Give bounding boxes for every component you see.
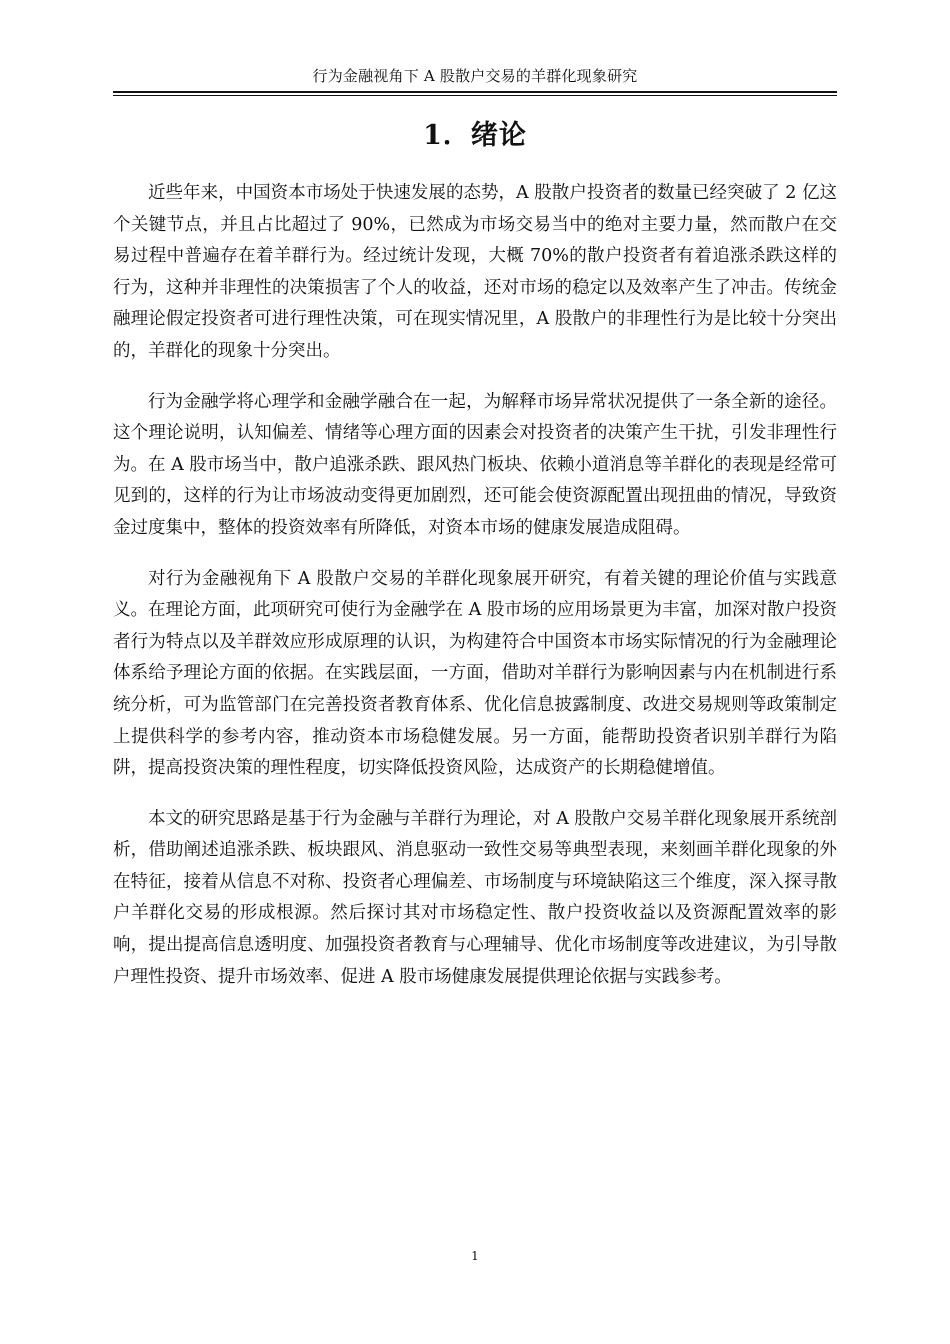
chapter-title: 1．绪论 — [423, 120, 527, 151]
running-header: 行为金融视角下 A 股散户交易的羊群化现象研究 — [312, 67, 638, 85]
header-double-rule — [113, 91, 837, 96]
body-text — [113, 178, 837, 1012]
paragraph-4: 本文的研究思路是基于行为金融与羊群行为理论，对 A 股散户交易羊群化现象展开系统剖析，借助阐述追涨杀跌、板块跟风、消息驱动一致性交易等典型表现，来刻画羊群化现象的外在特征，接着从信息不对称、投资者心理偏差、市场制度与环境缺陷这三个维度，深入探寻散户羊群化交易的形成根源。然后探讨其对市场稳定性、散户投资收益以及资源配置效率的影响，提出提高信息透明度、加强投资者教育与心理辅导、优化市场制度等改进建议，为引导散户理性投资、提升市场效率、促进 A 股市场健康发展提供理论依据与实践参考。 — [113, 808, 837, 987]
page-number: 1 — [471, 1249, 479, 1263]
paragraph-2: 行为金融学将心理学和金融学融合在一起，为解释市场异常状况提供了一条全新的途径。这个理论说明，认知偏差、情绪等心理方面的因素会对投资者的决策产生干扰，引发非理性行为。在 A 股市场当中，散户追涨杀跌、跟风热门板块、依赖小道消息等羊群化的表现是经常可见到的，这样的行为让市场波动变得更加剧烈，还可能会使资源配置出现扭曲的情况，导致资金过度集中，整体的投资效率有所降低，对资本市场的健康发展造成阻碍。 — [113, 391, 837, 538]
paragraph-1: 近些年来，中国资本市场处于快速发展的态势，A 股散户投资者的数量已经突破了 2 亿这个关键节点，并且占比超过了 90%，已然成为市场交易当中的绝对主要力量，然而散户在交易过程中普遍存在着羊群行为。经过统计发现，大概 70%的散户投资者有着追涨杀跌这样的行为，这种并非理性的决策损害了个人的收益，还对市场的稳定以及效率产生了冲击。传统金融理论假定投资者可进行理性决策，可在现实情况里，A 股散户的非理性行为是比较十分突出的，羊群化的现象十分突出。 — [113, 183, 837, 361]
paragraph-3: 对行为金融视角下 A 股散户交易的羊群化现象展开研究，有着关键的理论价值与实践意义。在理论方面，此项研究可使行为金融学在 A 股市场的应用场景更为丰富，加深对散户投资者行为特点以及羊群效应形成原理的认识，为构建符合中国资本市场实际情况的行为金融理论体系给予理论方面的依据。在实践层面，一方面，借助对羊群行为影响因素与内在机制进行系统分析，可为监管部门在完善投资者教育体系、优化信息披露制度、改进交易规则等政策制定上提供科学的参考内容，推动资本市场稳健发展。另一方面，能帮助投资者识别羊群行为陷阱，提高投资决策的理性程度，切实降低投资风险，达成资产的长期稳健增值。 — [113, 568, 837, 779]
